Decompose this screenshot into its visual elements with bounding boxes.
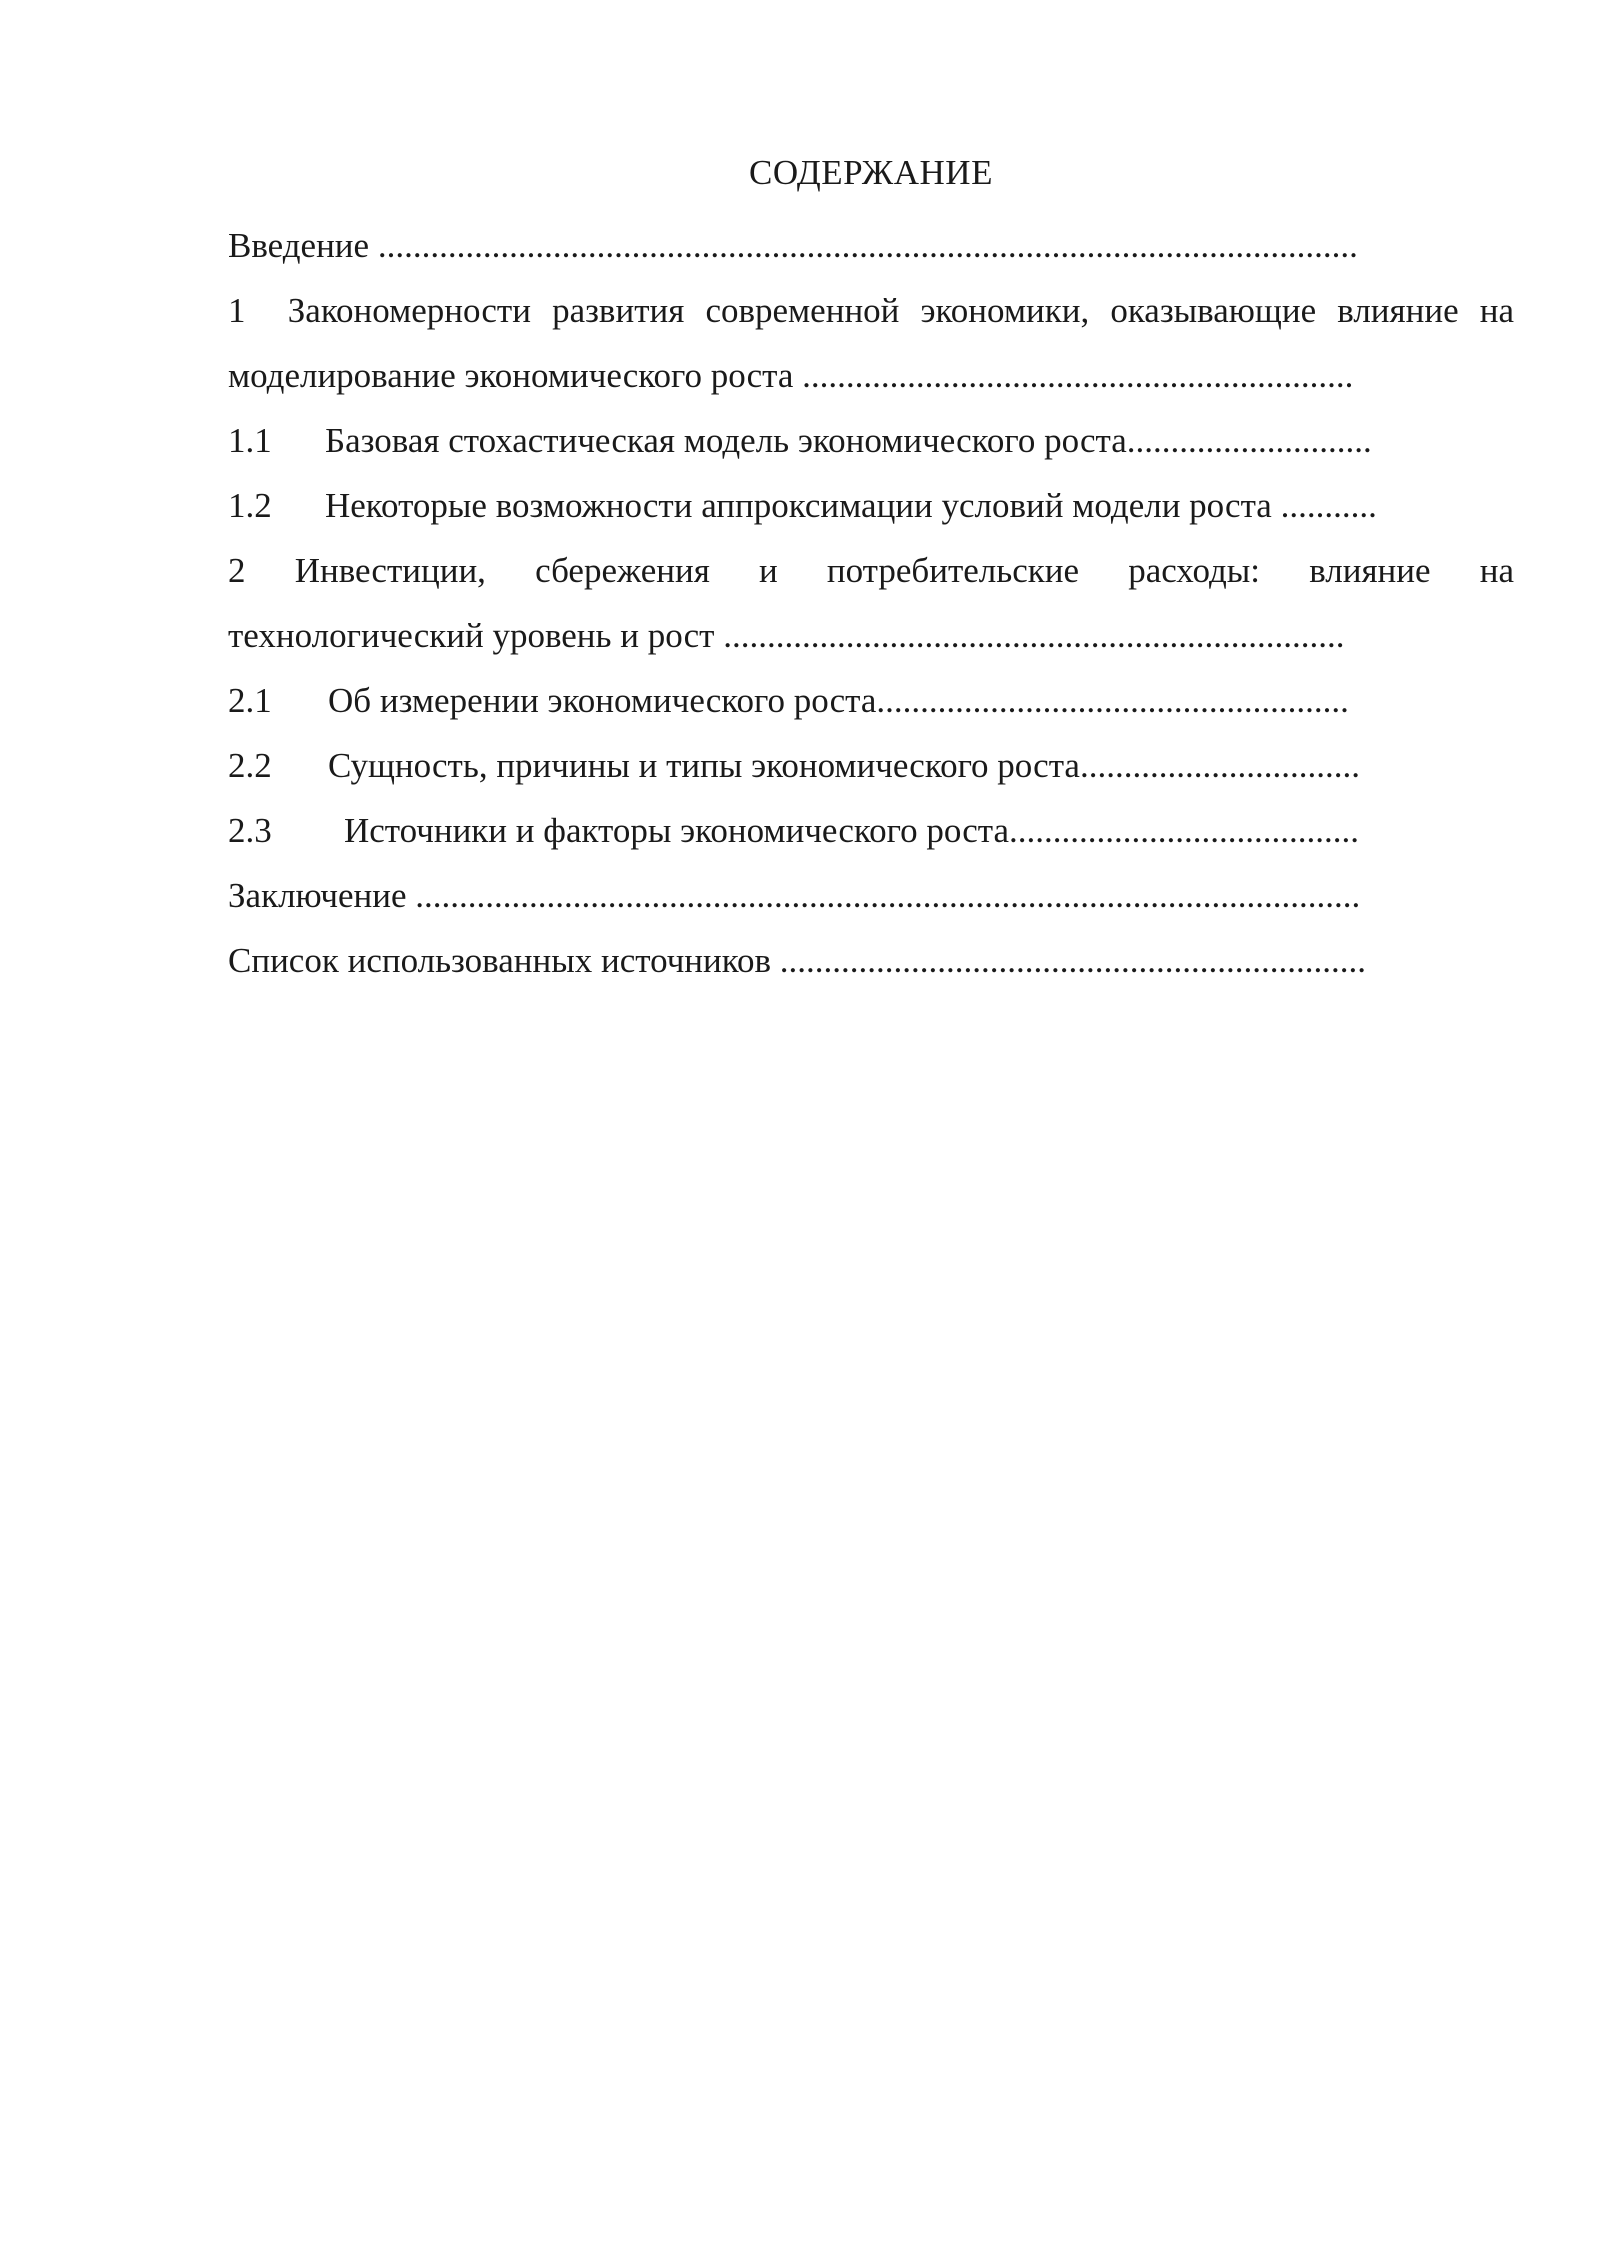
toc-entry-line — [228, 538, 1514, 603]
toc-entry-text: Список использованных источников — [228, 941, 772, 980]
toc-entry-introduction — [228, 213, 1514, 278]
toc-entry-line — [228, 278, 1514, 343]
toc-entry-text: Некоторые возможности аппроксимации условий модели роста — [325, 486, 1272, 525]
toc-entry-number: 2.3 — [228, 811, 272, 850]
toc-entry-text: Введение — [228, 226, 370, 265]
toc-entry-number: 2.1 — [228, 681, 272, 720]
toc-entry-references — [228, 928, 1514, 993]
toc-entry-leader: ........................................ — [1008, 811, 1359, 850]
toc-entry-text-continued: технологический уровень и рост — [228, 616, 715, 655]
toc-entry-section-2-1 — [228, 668, 1514, 733]
toc-entry-text: Источники и факторы экономического роста — [344, 811, 1009, 850]
toc-entry-number: 1 — [228, 291, 246, 330]
toc-entry-text: Заключение — [228, 876, 407, 915]
toc-entry-leader: ................................................................................................................ — [369, 226, 1358, 265]
toc-entry-text-continued: моделирование экономического роста — [228, 356, 794, 395]
toc-entry-section-2-2 — [228, 733, 1514, 798]
toc-entry-leader: ................................ — [1079, 746, 1360, 785]
toc-entry-leader: ............................................................................................................ — [406, 876, 1361, 915]
toc-entry-number: 2 — [228, 551, 246, 590]
toc-entry-text: Инвестиции, сбережения и потребительские расходы: влияние на — [294, 551, 1515, 590]
toc-entry-leader: ...................................................... — [876, 681, 1349, 720]
toc-entry-section-2-3 — [228, 798, 1514, 863]
toc-entry-text: Базовая стохастическая модель экономического роста — [325, 421, 1127, 460]
toc-entry-leader: ....................................................................... — [714, 616, 1345, 655]
toc-entry-text: Закономерности развития современной экономики, оказывающие влияние на — [287, 291, 1515, 330]
toc-entry-text: Сущность, причины и типы экономического роста — [328, 746, 1080, 785]
toc-entry-section-1-1 — [228, 408, 1514, 473]
toc-entry-chapter-1 — [228, 278, 1514, 408]
toc-entry-number: 1.2 — [228, 486, 272, 525]
toc-entry-chapter-2 — [228, 538, 1514, 668]
toc-entry-leader: ................................................................... — [771, 941, 1367, 980]
toc-entry-leader: ............................................................... — [793, 356, 1354, 395]
toc-entry-leader: ........... — [1271, 486, 1377, 525]
table-of-contents — [228, 148, 1514, 993]
toc-entry-number: 2.2 — [228, 746, 272, 785]
page-title: СОДЕРЖАНИЕ — [749, 153, 993, 192]
toc-entry-conclusion — [228, 863, 1514, 928]
toc-entry-section-1-2 — [228, 473, 1514, 538]
toc-entry-leader: ............................ — [1126, 421, 1372, 460]
toc-entry-number: 1.1 — [228, 421, 272, 460]
toc-entry-text: Об измерении экономического роста — [328, 681, 877, 720]
